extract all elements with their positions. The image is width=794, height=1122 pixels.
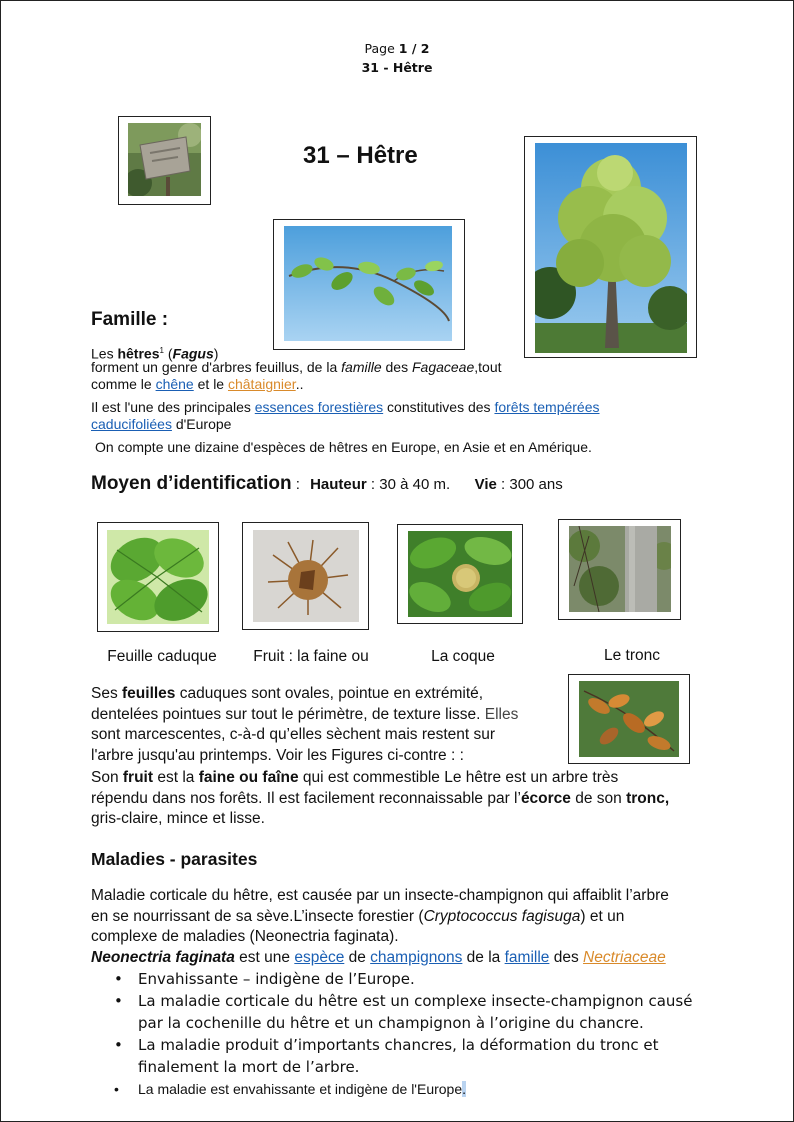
branch-photo-frame xyxy=(273,219,465,350)
trunk-photo-frame xyxy=(558,519,681,620)
tree-photo-frame xyxy=(524,136,697,358)
description-fruit: Son fruit est la faine ou faîne qui est commestible Le hêtre est un arbre très répendu dans nos forêts. Il est facilement reconnaissable par l’écorce de son tronc, gris-claire, mince et lisse. xyxy=(91,769,670,827)
page-title: 31 – Hêtre xyxy=(303,142,418,169)
caption-fruit: Fruit : la faine ou xyxy=(253,648,369,665)
link-famille[interactable]: famille xyxy=(504,949,550,966)
caption-husk: La coque xyxy=(431,648,495,665)
autumn-leaves-photo-frame xyxy=(568,674,690,764)
link-nectriaceae[interactable]: Nectriaceae xyxy=(583,949,666,966)
list-item-continuation: par la cochenille du hêtre et un champignon à l’origine du chancre. xyxy=(138,1014,644,1032)
famille-line-5: caducifoliées d'Europe xyxy=(91,416,232,432)
maladies-paragraph: Maladie corticale du hêtre, est causée par un insecte-champignon qui affaiblit l’arbre en se nourrissant de sa sève.L’insecte forestier (Cryptococcus fagisuga) et un complexe de maladies (Neonectria faginata). xyxy=(91,887,669,945)
list-item: • La maladie produit d’importants chancres, la déformation du tronc et xyxy=(114,1036,659,1054)
sign-photo-frame xyxy=(118,116,211,205)
caption-leaf: Feuille caduque xyxy=(107,648,217,665)
branch-photo xyxy=(284,226,452,341)
identification-heading: Moyen d’identification xyxy=(91,473,292,494)
neonectria-line: Neonectria faginata est une espèce de champignons de la famille des Nectriaceae xyxy=(91,949,666,966)
trunk-photo xyxy=(569,526,671,612)
list-item: • Envahissante – indigène de l’Europe. xyxy=(114,970,415,988)
maladies-bullet-list xyxy=(112,968,712,1100)
link-chataignier[interactable]: châtaignier xyxy=(227,376,296,392)
famille-line-1: Les hêtres$^1$ (Fagus) xyxy=(91,345,219,362)
link-champignons[interactable]: champignons xyxy=(370,949,463,966)
link-essences-forestieres[interactable]: essences forestières xyxy=(254,399,384,415)
leaf-photo xyxy=(107,530,209,624)
autumn-leaves-photo xyxy=(579,681,679,757)
identification-row: Moyen d’identification : Hauteur : 30 à 40 m. Vie : 300 ans xyxy=(91,473,563,494)
famille-line-6: On compte une dizaine d'espèces de hêtres en Europe, en Asie et en Amérique. xyxy=(95,439,592,455)
leaf-photo-frame xyxy=(97,522,219,632)
famille-line-2: forment un genre d'arbres feuillus, de la famille des Fagaceae,tout xyxy=(91,359,502,375)
document-title: 31 - Hêtre xyxy=(361,60,433,75)
link-caducifoliees[interactable]: caducifoliées xyxy=(91,416,172,432)
maladies-heading: Maladies - parasites xyxy=(91,849,258,869)
husk-photo-frame xyxy=(397,524,523,624)
fruit-photo-frame xyxy=(242,522,369,630)
link-espece[interactable]: espèce xyxy=(294,949,345,966)
caption-trunk: Le tronc xyxy=(603,647,660,664)
list-item: • La maladie corticale du hêtre est un complexe insecte-champignon causé xyxy=(114,992,693,1010)
link-chene[interactable]: chêne xyxy=(155,376,194,392)
famille-heading: Famille : xyxy=(91,309,169,330)
list-item: • La maladie est envahissante et indigène de l'Europe. xyxy=(114,1081,467,1097)
famille-line-4: Il est l'une des principales essences forestières constitutives des forêts tempérées xyxy=(91,399,600,415)
link-forets-temperees[interactable]: forêts tempérées xyxy=(494,399,600,415)
sign-photo xyxy=(128,123,201,196)
list-item-continuation: finalement la mort de l’arbre. xyxy=(138,1058,360,1076)
husk-photo xyxy=(408,531,512,617)
page-number: Page 1 / 2 xyxy=(364,41,430,56)
tree-photo xyxy=(535,143,687,353)
fruit-photo xyxy=(253,530,359,622)
description-feuilles: Ses feuilles caduques sont ovales, pointue en extrémité, dentelées pointues sur tout le périmètre, de texture lisse. Elles sont marcescentes, c-à-d qu’elles sèchent mais restent sur l'arbre jusqu'au printemps. Voir les Figures ci-contre : : xyxy=(91,685,519,764)
famille-line-3: comme le chêne et le châtaignier.. xyxy=(91,376,304,392)
